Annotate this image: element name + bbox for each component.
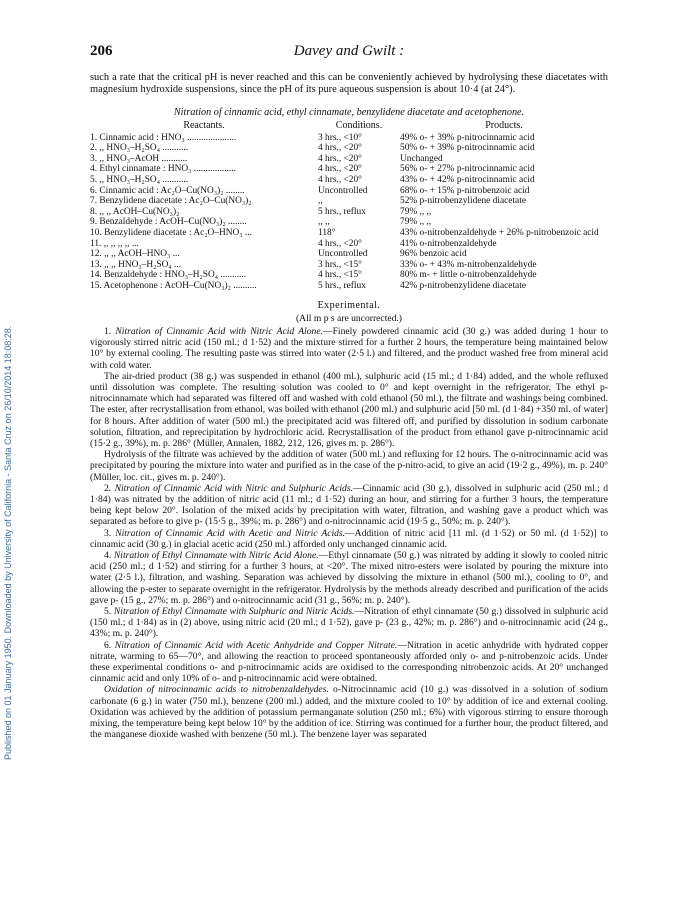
reactants-cell: 9. Benzaldehyde : AcOH–Cu(NO₃)₂ ........ [90, 217, 247, 228]
reactants-cell: 4. Ethyl cinnamate : HNO₃ .................. [90, 164, 236, 175]
paragraph-heading: Nitration of Cinnamic Acid with Acetic Anhydride and Copper Nitrate. [114, 639, 398, 651]
conditions-cell: ,, [318, 196, 323, 207]
reactants-cell: 13. ,, ,, HNO₃–H₂SO₄ ... [90, 259, 182, 270]
conditions-cell: ,, ,, [318, 217, 330, 228]
paragraph-number: 2. [104, 482, 115, 494]
products-cell: 42% p-nitrobenzylidene diacetate [400, 280, 526, 291]
table-row [90, 175, 608, 186]
nitration-table [90, 121, 608, 292]
products-cell: Unchanged [400, 153, 443, 164]
table-row [90, 239, 608, 250]
reactants-cell: 15. Acetophenone : AcOH–Cu(NO₃)₂ .......... [90, 280, 257, 291]
paragraph-heading: Nitration of Ethyl Cinnamate with Nitric Acid Alone. [113, 549, 319, 561]
conditions-cell: Uncontrolled [318, 185, 368, 196]
conditions-cell: 4 hrs., <20° [318, 238, 362, 249]
products-cell: 79% ,, ,, [400, 206, 432, 217]
section-title: Experimental. [317, 299, 381, 311]
download-watermark-text: Published on 01 January 1950. Downloaded by University of California - Santa Cruz on 26/10/2014 18:08:28. [3, 325, 13, 760]
products-cell: 80% m- + little o-nitrobenzaldehyde [400, 270, 537, 281]
paragraph-number: 1. [104, 325, 116, 337]
conditions-cell: 4 hrs., <20° [318, 164, 362, 175]
table-row [90, 133, 608, 144]
products-cell: 50% o- + 39% p-nitrocinnamic acid [400, 143, 535, 154]
reactants-cell: 12. ,, ,, AcOH–HNO₃ ... [90, 249, 180, 260]
body-paragraph [90, 550, 608, 606]
paragraph-text: —Ethyl cinnamate (50 g.) was nitrated by adding it slowly to cooled nitric acid (250 ml.; d 1·52) and stirring for a further 3 hours, at <20°. The mixed nitro-esters were isolated by pouring the mixture into water (2·5 l.), filtration, and washing. Separation was achieved by dissolving the mixture in ethanol (500 ml.), cooling to 0°, and allowing the p-ester to separate overnight in the refrigerator. Hydrolysis by the methods already described and purification of the acids gave p- (15 g., 27%; m. p. 286°) and o-nitrocinnamic acid (31 g., 56%; m. p. 240°). [90, 549, 609, 606]
body-paragraph [90, 449, 608, 483]
table-row [90, 154, 608, 165]
table-row [90, 249, 608, 260]
table-row [90, 260, 608, 271]
body-paragraph [90, 640, 608, 685]
paragraph-heading: Nitration of Ethyl Cinnamate with Sulphuric and Nitric Acids. [113, 606, 355, 617]
paragraph-text: —Addition of nitric acid [11 ml. (d 1·52) or 50 ml. (d 1·52)] to cinnamic acid (30 g.) in glacial acetic acid (250 ml.) afforded only unchanged cinnamic acid. [90, 527, 609, 550]
products-cell: 56% o- + 27% p-nitrocinnamic acid [400, 164, 535, 175]
page-number: 206 [90, 43, 113, 59]
conditions-cell: Uncontrolled [318, 249, 368, 260]
conditions-cell: 4 hrs., <20° [318, 143, 362, 154]
conditions-cell: 3 hrs., <10° [318, 132, 362, 143]
body-paragraph [90, 483, 608, 528]
table-row [90, 228, 608, 239]
conditions-cell: 118° [318, 227, 336, 238]
products-cell: 96% benzoic acid [400, 249, 467, 260]
products-cell: 33% o- + 43% m-nitrobenzaldehyde [400, 259, 537, 270]
paragraph-text: —Cinnamic acid (30 g.), dissolved in sulphuric acid (250 ml.; d 1·84) was nitrated by the addition of nitric acid (11 ml.; d 1·52) during an hour, and stirring for a further 3 hours, the temperature being kept below 20°. Isolation of the mixed acids by precipitation with water, filtration, and washing gave a product which was separated as before to give p- (15·5 g., 39%; m. p. 286°) and o-nitrocinnamic acid (19·5 g., 50%; m. p. 240°). [90, 482, 608, 528]
reactants-cell: 1. Cinnamic acid : HNO₃ ..................... [90, 132, 237, 143]
page-header [90, 43, 608, 64]
body-paragraph [90, 528, 608, 550]
products-cell: 79% ,, ,, [400, 217, 432, 228]
paragraph-text: —Nitration in acetic anhydride with hydrated copper nitrate, warming to 65—70°, and allowing the reaction to proceed spontaneously afforded only o- and p-nitrobenzoic acids. Under these experimental conditions o- and p-nitrocinnamic acids are oxidised to the corresponding nitrobenzoic acids. At 20° unchanged cinnamic acid and only 10% of o- and p-nitrocinnamic acid were obtained. [90, 639, 609, 685]
paragraph-number: 4. [104, 549, 114, 561]
paragraph-text: The air-dried product (38 g.) was suspended in ethanol (400 ml.), sulphuric acid (15 ml.; d 1·84) added, and the whole refluxed until dissolution was complete. The resulting solution was cooled to 0° and kept overnight in the refrigerator. The ethyl p-nitrocinnamate which had separated was filtered off and washed with cold ethanol (50 ml.), the filtrate and washings being combined. The ester, after recrystallisation from ethanol, was boiled with ethanol (200 ml.) and sulphuric acid [50 ml. (d 1·84) +350 ml. of water] for 8 hours. After addition of water (500 ml.) the precipitated acid was filtered off, and purified by dissolution in sodium carbonate solution, filtration, and reprecipitation by hydrochloric acid. Recrystallisation of the product from ethanol gave p-nitrocinnamic acid (15·2 g., 39%), m. p. 286° (Müller, Annalen, 1882, 212, 126, gives m. p. 286°). [90, 370, 608, 449]
table-row [90, 164, 608, 175]
paragraph-heading: Nitration of Cinnamic Acid with Nitric Acid Alone. [115, 325, 323, 337]
intro-paragraph: such a rate that the critical pH is never reached and this can be conveniently achieved by hydrolysing these diacetates with magnesium hydroxide suspensions, since the pH of its pure aqueous suspension is about 10·4 (at 24°). [90, 72, 608, 96]
paragraph-text: o-Nitrocinnamic acid (10 g.) was dissolved in a solution of sodium carbonate (6 g.) in water (750 ml.), benzene (200 ml.) added, and the mixture cooled to 10° by addition of ice and external cooling. Oxidation was achieved by the addition of potassium permanganate solution (250 ml.; 6%) with vigorous stirring to ensure thorough mixing, the temperature being kept below 10° by the addition of ice. Stirring was continued for a further hour, the product filtered, and the manganese dioxide washed with benzene (50 ml.). The benzene layer was separated [90, 684, 608, 741]
col-header-conditions: Conditions. [335, 120, 383, 132]
table-body [90, 133, 608, 292]
products-cell: 43% o- + 42% p-nitrocinnamic acid [400, 174, 535, 185]
table-header-row [90, 121, 608, 133]
paragraph-heading: Nitration of Cinnamic Acid with Nitric and Sulphuric Acids. [114, 482, 353, 494]
table-row [90, 217, 608, 228]
section-note: (All m p s are uncorrected.) [295, 312, 403, 324]
table-caption: Nitration of cinnamic acid, ethyl cinnamate, benzylidene diacetate and acetophenone. [173, 106, 525, 118]
table-row [90, 186, 608, 197]
paragraph-number: 6. [104, 639, 115, 651]
table-row [90, 196, 608, 207]
conditions-cell: 4 hrs., <20° [318, 153, 362, 164]
reactants-cell: 10. Benzylidene diacetate : Ac₂O–HNO₃ ... [90, 227, 252, 238]
experimental-body [90, 326, 608, 741]
download-watermark [3, 40, 15, 760]
reactants-cell: 14. Benzaldehyde : HNO₃–H₂SO₄ ........... [90, 270, 247, 281]
running-head: Davey and Gwilt : [293, 43, 405, 59]
paragraph-heading: Nitration of Cinnamic Acid with Acetic and Nitric Acids. [115, 527, 346, 539]
table-row [90, 281, 608, 292]
reactants-cell: 8. ,, ,, AcOH–Cu(NO₃)₂ [90, 206, 180, 217]
paragraph-text: Hydrolysis of the filtrate was achieved by the addition of water (500 ml.) and refluxing for 12 hours. The o-nitrocinnamic acid was precipitated by pouring the mixture into water and purified as in the case of the p-nitro-acid, to give an acid (19·2 g., 49%), m. p. 240° (Müller, loc. cit., gives m. p. 240°). [90, 449, 608, 483]
paragraph-text: —Finely powdered cinnamic acid (30 g.) was added during 1 hour to vigorously stirred nitric acid (150 ml.; d 1·52) and the mixture stirred for a further 2 hours, the temperature being maintained below 10° by external cooling. The resulting paste was stirred into water (2·5 l.) and filtered, and the product washed free from mineral acid with cold water. [90, 325, 609, 371]
body-paragraph [90, 606, 608, 640]
paragraph-text: —Nitration of ethyl cinnamate (50 g.) dissolved in sulphuric acid (150 ml.; d 1·84) as in (2) above, using nitric acid (20 ml.; d 1·52), gave p- (23 g., 42%; m. p. 286°) and o-nitrocinnamic acid (24 g., 43%; m. p. 240°). [90, 606, 609, 640]
products-cell: 41% o-nitrobenzaldehyde [400, 238, 497, 249]
conditions-cell: 3 hrs., <15° [318, 259, 362, 270]
conditions-cell: 5 hrs., reflux [318, 280, 366, 291]
paragraph-number: 5. [104, 606, 114, 617]
products-cell: 43% o-nitrobenzaldehyde + 26% p-nitrobenzoic acid [400, 227, 599, 238]
products-cell: 52% p-nitrobenzylidene diacetate [400, 196, 526, 207]
reactants-cell: 5. ,, HNO₃–H₂SO₄ ........... [90, 174, 189, 185]
body-paragraph [90, 326, 608, 371]
table-row [90, 143, 608, 154]
reactants-cell: 3. ,, HNO₃–AcOH ........... [90, 153, 188, 164]
table-row [90, 270, 608, 281]
col-header-products: Products. [485, 120, 523, 132]
paragraph-heading: Oxidation of nitrocinnamic acids to nitrobenzaldehydes. [104, 684, 329, 696]
reactants-cell: 6. Cinnamic acid : Ac₂O–Cu(NO₃)₂ ........ [90, 185, 245, 196]
products-cell: 68% o- + 15% p-nitrobenzoic acid [400, 185, 530, 196]
products-cell: 49% o- + 39% p-nitrocinnamic acid [400, 132, 535, 143]
conditions-cell: 4 hrs., <15° [318, 270, 362, 281]
conditions-cell: 4 hrs., <20° [318, 174, 362, 185]
table-row [90, 207, 608, 218]
col-header-reactants: Reactants. [183, 120, 225, 132]
conditions-cell: 5 hrs., reflux [318, 206, 366, 217]
reactants-cell: 7. Benzylidene diacetate : Ac₂O–Cu(NO₃)₂ [90, 196, 252, 207]
reactants-cell: 11. ,, ,, ,, ,, ... [90, 238, 139, 249]
body-paragraph [90, 684, 608, 740]
reactants-cell: 2. ,, HNO₃–H₂SO₄ ........... [90, 143, 189, 154]
paragraph-number: 3. [104, 527, 116, 539]
body-paragraph [90, 371, 608, 449]
journal-page [90, 43, 609, 741]
